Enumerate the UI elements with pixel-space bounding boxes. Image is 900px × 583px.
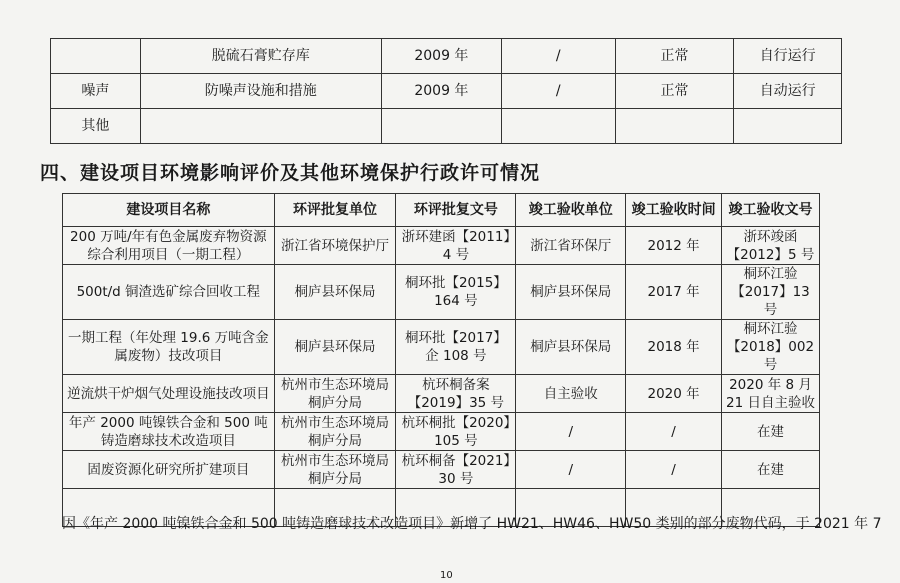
table-cell: 一期工程（年处理 19.6 万吨含金属废物）技改项目 <box>63 320 275 375</box>
table-cell: / <box>501 74 615 109</box>
column-header: 环评批复单位 <box>274 194 396 227</box>
table-cell: 正常 <box>615 74 734 109</box>
table-cell: / <box>501 39 615 74</box>
table-cell <box>501 109 615 144</box>
table-cell: 杭州市生态环境局桐庐分局 <box>274 451 396 489</box>
table-row <box>51 109 842 144</box>
table-cell: 2009 年 <box>381 74 501 109</box>
table-cell <box>140 109 381 144</box>
table-cell: 年产 2000 吨镍铁合金和 500 吨铸造磨球技术改造项目 <box>63 413 275 451</box>
table-cell: 固废资源化研究所扩建项目 <box>63 451 275 489</box>
table-row <box>63 413 820 451</box>
table-cell: 桐环批【2017】企 108 号 <box>396 320 516 375</box>
table-cell: 桐环江验【2017】13 号 <box>722 265 820 320</box>
table-cell: 2020 年 8 月 21 日自主验收 <box>722 375 820 413</box>
table-cell: 自行运行 <box>734 39 842 74</box>
table-cell: / <box>626 413 722 451</box>
table-row <box>63 265 820 320</box>
body-paragraph: 因《年产 2000 吨镍铁合金和 500 吨铸造磨球技术改造项目》新增了 HW21、HW46、HW50 类别的部分废物代码，于 2021 年 7 <box>62 516 882 532</box>
table-cell <box>734 109 842 144</box>
table-cell: 桐环江验【2018】002 号 <box>722 320 820 375</box>
table-cell: 浙江省环保厅 <box>516 227 626 265</box>
table-cell: 桐环批【2015】164 号 <box>396 265 516 320</box>
table-cell <box>615 109 734 144</box>
eia-permit-table <box>62 193 820 527</box>
table-cell: 200 万吨/年有色金属废弃物资源综合利用项目（一期工程） <box>63 227 275 265</box>
table-cell <box>381 109 501 144</box>
table-cell: 浙江省环境保护厅 <box>274 227 396 265</box>
column-header: 建设项目名称 <box>63 194 275 227</box>
table-row <box>63 227 820 265</box>
column-header: 竣工验收时间 <box>626 194 722 227</box>
table-cell: / <box>516 413 626 451</box>
table-cell: 杭州市生态环境局桐庐分局 <box>274 375 396 413</box>
column-header: 竣工验收单位 <box>516 194 626 227</box>
table-cell: 噪声 <box>51 74 141 109</box>
table-cell: 桐庐县环保局 <box>516 265 626 320</box>
table-cell: 桐庐县环保局 <box>274 265 396 320</box>
table-cell: 杭州市生态环境局桐庐分局 <box>274 413 396 451</box>
column-header: 环评批复文号 <box>396 194 516 227</box>
table-cell: 500t/d 铜渣选矿综合回收工程 <box>63 265 275 320</box>
table-header-row <box>63 194 820 227</box>
table-cell: 浙环建函【2011】4 号 <box>396 227 516 265</box>
table-cell: 杭环桐备案【2019】35 号 <box>396 375 516 413</box>
table-row <box>63 320 820 375</box>
table-cell: 2012 年 <box>626 227 722 265</box>
table-cell: 自动运行 <box>734 74 842 109</box>
table-cell: 浙环竣函【2012】5 号 <box>722 227 820 265</box>
table-cell: 2020 年 <box>626 375 722 413</box>
page-number: 10 <box>440 570 453 581</box>
table-cell <box>51 39 141 74</box>
table-cell: 2009 年 <box>381 39 501 74</box>
section-heading: 四、建设项目环境影响评价及其他环境保护行政许可情况 <box>40 162 541 184</box>
table-row <box>63 375 820 413</box>
table-cell: 杭环桐批【2020】105 号 <box>396 413 516 451</box>
table-cell: 自主验收 <box>516 375 626 413</box>
table-cell: 桐庐县环保局 <box>516 320 626 375</box>
table-cell: 杭环桐备【2021】30 号 <box>396 451 516 489</box>
table-cell: 脱硫石膏贮存库 <box>140 39 381 74</box>
table-cell: / <box>626 451 722 489</box>
table-cell: / <box>516 451 626 489</box>
table-cell: 防噪声设施和措施 <box>140 74 381 109</box>
table-cell: 正常 <box>615 39 734 74</box>
table-cell: 逆流烘干炉烟气处理设施技改项目 <box>63 375 275 413</box>
table-row <box>51 74 842 109</box>
table-cell: 2017 年 <box>626 265 722 320</box>
table-cell: 在建 <box>722 413 820 451</box>
table-cell: 2018 年 <box>626 320 722 375</box>
table-row <box>51 39 842 74</box>
table-cell: 其他 <box>51 109 141 144</box>
table-row <box>63 451 820 489</box>
column-header: 竣工验收文号 <box>722 194 820 227</box>
facilities-table <box>50 38 842 144</box>
table-cell: 在建 <box>722 451 820 489</box>
table-cell: 桐庐县环保局 <box>274 320 396 375</box>
